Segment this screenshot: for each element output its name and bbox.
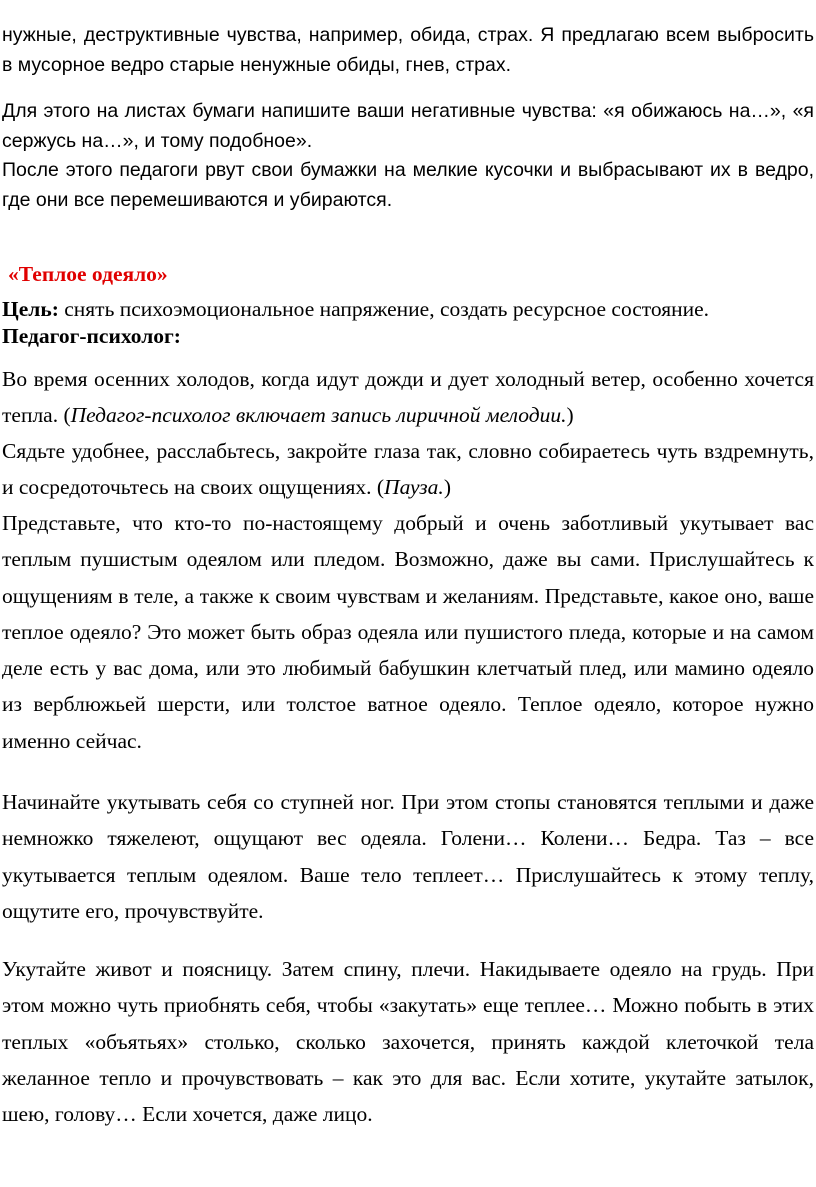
exercise-title: «Теплое одеяло» <box>8 262 168 286</box>
paragraph-2 <box>2 433 814 505</box>
goal-line <box>2 295 814 323</box>
intro-paragraph-2: Для этого на листах бумаги напишите ваши негативные чувства: «я обижаюсь на…», «я сержусь на…», и тому подобное». <box>2 100 814 152</box>
speaker-line <box>2 322 814 350</box>
paragraph-1-text: Во время осенних холодов, когда идут дожди и дует холодный ветер, особенно хочется тепла. ( <box>2 367 814 427</box>
paragraph-3: Представьте, что кто-то по-настоящему добрый и очень заботливый укутывает вас теплым пушистым одеялом или пледом. Возможно, даже вы сами. Прислушайтесь к ощущениям в теле, а также к своим чувствам и желаниям. Представьте, какое оно, ваше теплое одеяло? Это может быть образ одеяла или пушистого пледа, которые и на самом деле есть у вас дома, или это любимый бабушкин клетчатый плед, или мамино одеяло из верблюжьей шерсти, или толстое ватное одеяло. Теплое одеяло, которое нужно именно сейчас. <box>2 511 814 753</box>
paragraph-4: Начинайте укутывать себя со ступней ног. При этом стопы становятся теплыми и даже немножко тяжелеют, ощущают вес одеяла. Голени… Колени… Бедра. Таз – все укутывается теплым одеялом. Ваше тело теплеет… Прислушайтесь к этому теплу, ощутите его, прочувствуйте. <box>2 790 814 923</box>
paragraph-2-italic: Пауза. <box>384 475 444 499</box>
goal-text: снять психоэмоциональное напряжение, создать ресурсное состояние. <box>58 297 710 321</box>
intro-paragraph-3: После этого педагоги рвут свои бумажки на мелкие кусочки и выбрасывают их в ведро, где они все перемешиваются и убираются. <box>2 159 814 211</box>
paragraph-2-text: Сядьте удобнее, расслабьтесь, закройте глаза так, словно собираетесь чуть вздремнуть, и сосредоточьтесь на своих ощущениях. ( <box>2 439 814 499</box>
intro-paragraph-1: нужные, деструктивные чувства, например, обида, страх. Я предлагаю всем выбросить в мусорное ведро старые ненужные обиды, гнев, страх. <box>2 24 814 76</box>
paragraph-1-italic: Педагог-психолог включает запись лиричной мелодии. <box>70 403 567 427</box>
paragraph-1-end: ) <box>566 403 574 427</box>
paragraph-5: Укутайте живот и поясницу. Затем спину, плечи. Накидываете одеяло на грудь. При этом можно чуть приобнять себя, чтобы «закутать» еще теплее… Можно побыть в этих теплых «объятьях» столько, сколько захочется, принять каждой клеточкой тела желанное тепло и прочувствовать – как это для вас. Если хотите, укутайте затылок, шею, голову… Если хочется, даже лицо. <box>2 957 814 1127</box>
paragraph-2-end: ) <box>443 475 451 499</box>
paragraph-1 <box>2 361 814 433</box>
goal-label: Цель: <box>2 297 59 321</box>
speaker-label: Педагог-психолог: <box>2 324 181 348</box>
